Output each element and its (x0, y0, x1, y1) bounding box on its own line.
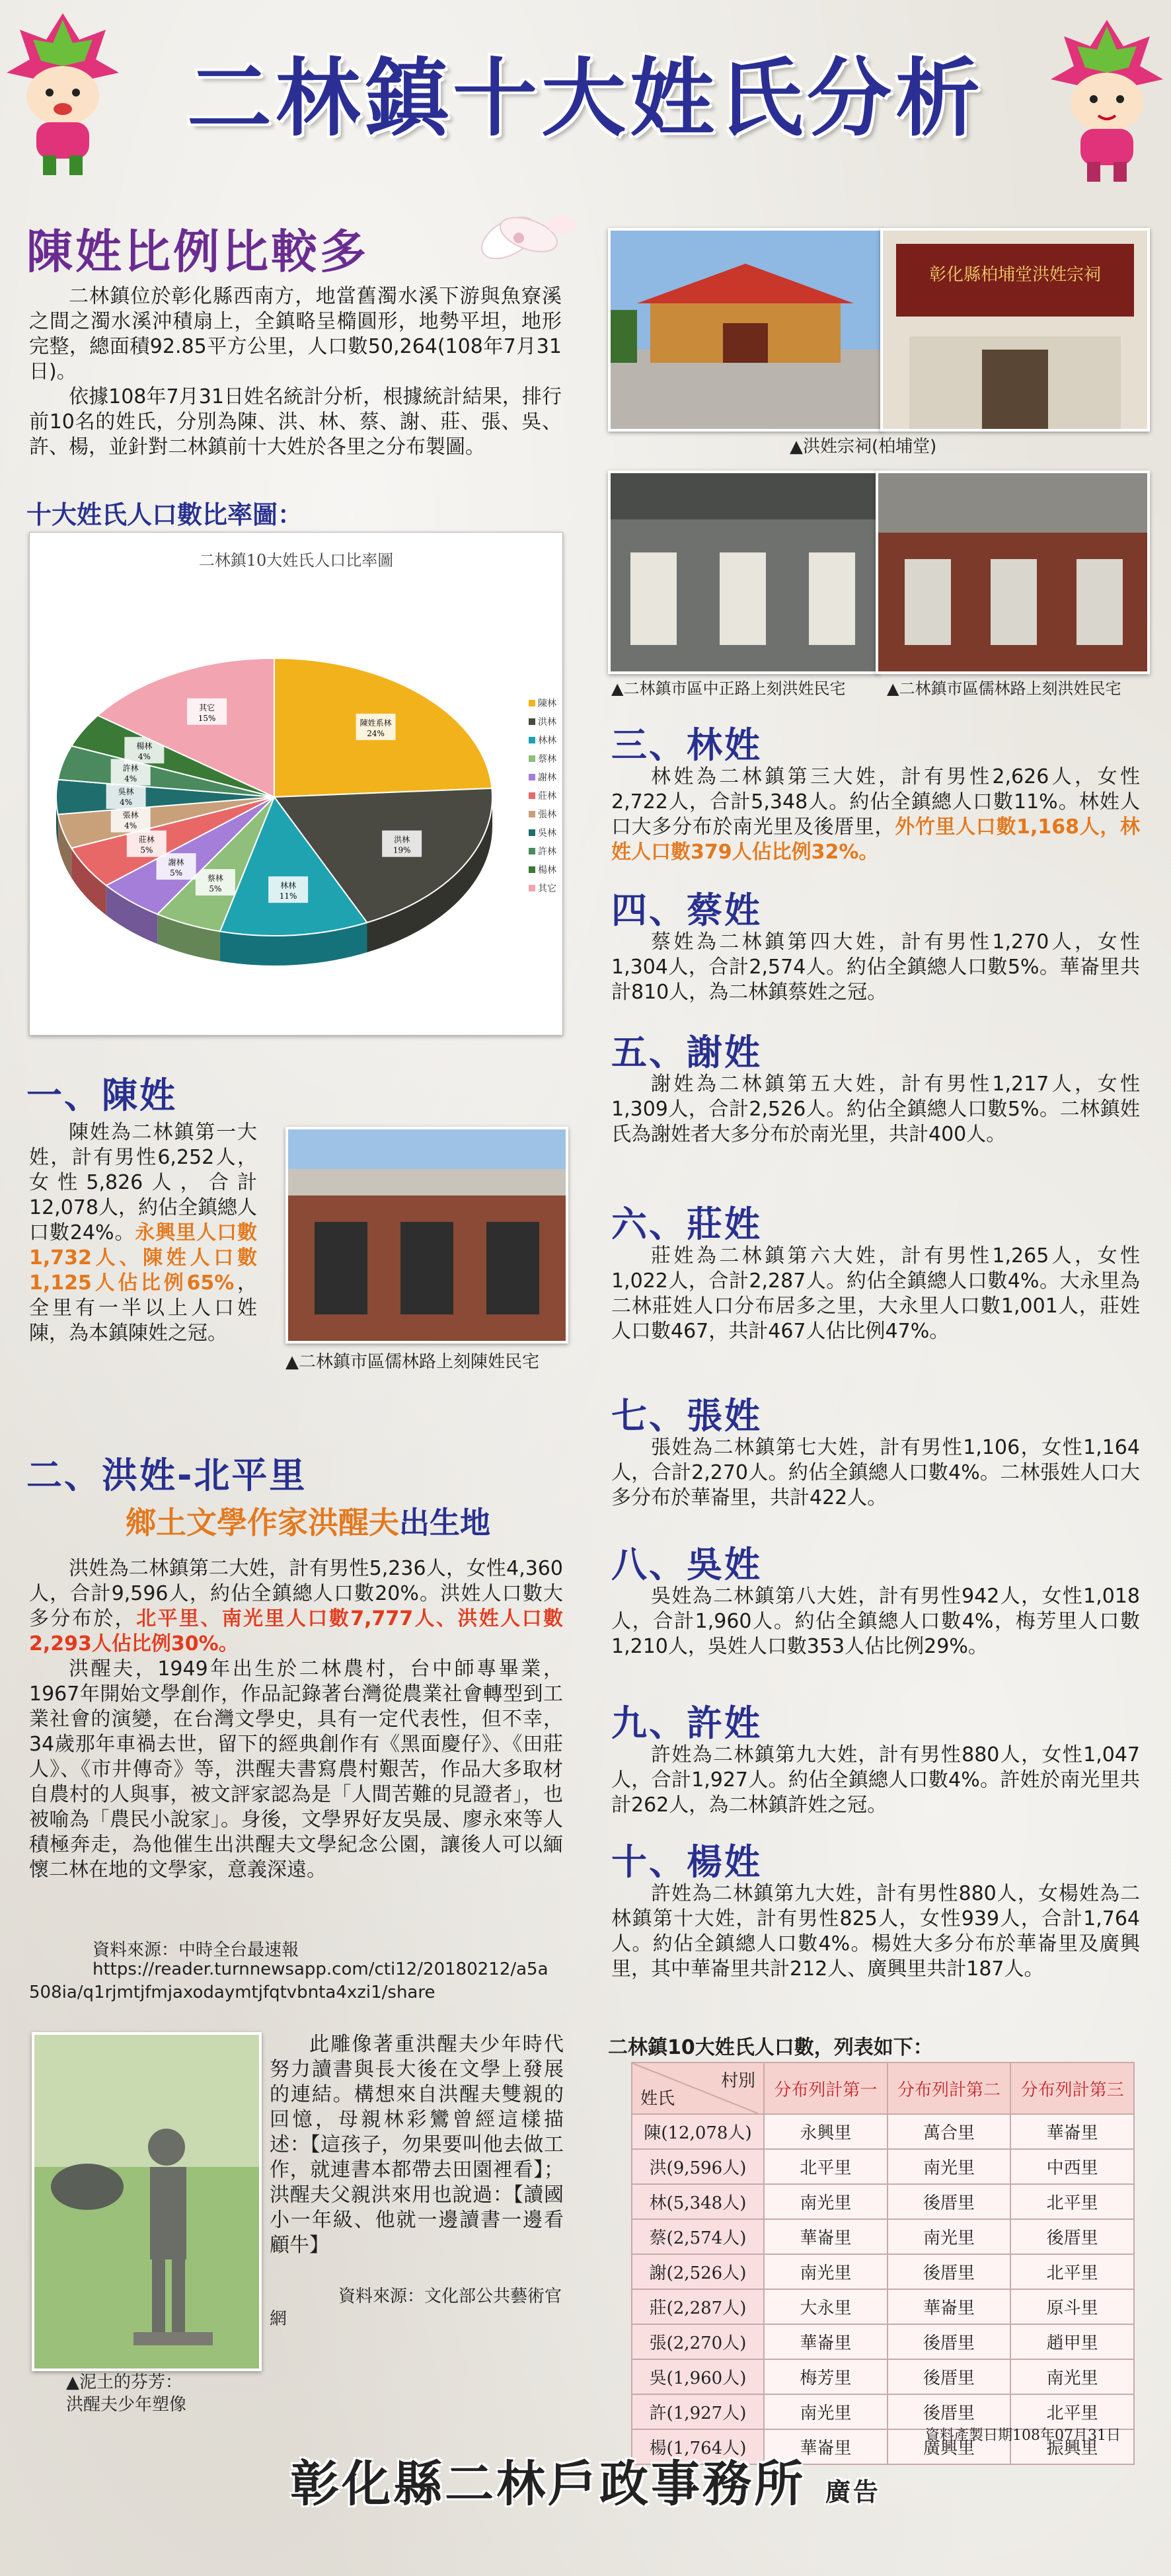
hong-temple-caption: ▲洪姓宗祠(柏埔堂) (790, 437, 937, 457)
surname-section-body: 林姓為二林鎮第三大姓，計有男性2,626人，女性2,722人，合計5,348人。約佔全鎮總人口數11%。林姓人口大多分布於南光里及後厝里， (611, 765, 1140, 839)
table-row (632, 2289, 1134, 2324)
surname-section-text (611, 1881, 1140, 1982)
legend-swatch (529, 737, 535, 743)
village-cell: 後厝里 (888, 2359, 1011, 2394)
pie-label-name: 洪林 (394, 835, 410, 845)
chen-text (29, 1120, 257, 1346)
pie-label-name: 許林 (122, 763, 139, 773)
table-row (632, 2324, 1134, 2359)
surname-count-cell: 許(1,927人) (632, 2394, 764, 2429)
surname-count-cell: 莊(2,287人) (632, 2289, 764, 2324)
pie-data-label (196, 869, 235, 895)
table-row (632, 2254, 1134, 2289)
legend-label: 張林 (538, 810, 556, 820)
surname-section-heading: 六、莊姓 (611, 1203, 762, 1245)
legend-swatch (529, 700, 535, 706)
village-cell: 北平里 (1010, 2254, 1134, 2289)
village-cell: 北平里 (764, 2149, 888, 2184)
pie-label-percent: 11% (279, 891, 297, 901)
table-header: 分布列計第一 (764, 2063, 888, 2114)
village-cell: 後厝里 (888, 2324, 1011, 2359)
surname-count-cell: 林(5,348人) (632, 2184, 764, 2219)
legend-item (529, 695, 556, 713)
hong-ancestral-hall-photo (880, 228, 1150, 432)
hong-subheading-suffix: 出生地 (399, 1505, 490, 1540)
legend-swatch (529, 792, 535, 799)
village-cell: 萬合里 (888, 2114, 1011, 2149)
pie-data-label (268, 876, 308, 903)
legend-item (529, 861, 556, 880)
surname-section-highlight: 外竹里人口數1,168人，林姓人口數379人佔比例32%。 (611, 815, 1140, 864)
surname-section-body: 莊姓為二林鎮第六大姓，計有男性1,265人，女性1,022人，合計2,287人。約佔全鎮總人口數4%。大永里為二林莊姓人口分布居多之里，大永里人口數1,001人，莊姓人口數467，共計467人佔比例47%。 (611, 1244, 1140, 1343)
village-cell: 後厝里 (888, 2254, 1011, 2289)
legend-label: 楊林 (538, 865, 556, 876)
corner-bottom-label: 姓氏 (640, 2089, 675, 2109)
intro-paragraph: 依據108年7月31日姓名統計分析，根據統計結果，排行前10名的姓氏，分別為陳、洪、林、蔡、謝、莊、張、吳、許、楊，並針對二林鎮前十大姓於各里之分布製圖。 (29, 385, 562, 459)
pie-label-name: 蔡林 (207, 874, 223, 884)
hong-body: 洪姓為二林鎮第二大姓，計有男性5,236人，女性4,360人，合計9,596人，約佔全鎮總人口數20%。洪姓人口數大多分布於， (29, 1557, 563, 1630)
table-row (632, 2149, 1134, 2184)
village-cell: 北平里 (1010, 2394, 1134, 2429)
pie-label-name: 林林 (280, 881, 297, 891)
pie-label-percent: 19% (393, 845, 411, 855)
village-cell: 南光里 (764, 2184, 888, 2219)
surname-section-text (611, 1072, 1140, 1147)
pie-label-name: 其它 (199, 702, 215, 712)
village-cell: 華崙里 (764, 2429, 888, 2464)
village-cell: 後厝里 (1010, 2219, 1134, 2254)
intro-paragraph: 二林鎮位於彰化縣西南方，地當舊濁水溪下游與魚寮溪之間之濁水溪沖積扇上，全鎮略呈橢圓形，地勢平坦，地形完整，總面積92.85平方公里，人口數50,264(108年7月31日)。 (29, 285, 562, 383)
legend-label: 許林 (538, 847, 556, 857)
village-cell: 華崙里 (764, 2324, 888, 2359)
surname-count-cell: 陳(12,078人) (632, 2114, 764, 2149)
chart-label: 十大姓氏人口數比率圖： (26, 500, 303, 529)
chart-title: 二林鎮10大姓氏人口比率圖 (198, 551, 394, 570)
dragonfruit-mascot-right-icon (1051, 20, 1163, 185)
pie-label-name: 莊林 (138, 835, 155, 845)
pie-data-label (157, 853, 196, 880)
village-cell: 大永里 (764, 2289, 888, 2324)
surname-section-body: 蔡姓為二林鎮第四大姓，計有男性1,270人，女性1,304人，合計2,574人。約佔全鎮總人口數5%。華崙里共計810人，為二林鎮蔡姓之冠。 (611, 930, 1140, 1004)
surname-section-body: 許姓為二林鎮第九大姓，計有男性880人，女性1,047人，合計1,927人。約佔全鎮總人口數4%。許姓於南光里共計262人，為二林鎮許姓之冠。 (611, 1743, 1140, 1817)
surname-section-body: 吳姓為二林鎮第八大姓，計有男性942人，女性1,018人，合計1,960人。約佔全鎮總人口數4%，梅芳里人口數1,210人，吳姓人口數353人佔比例29%。 (611, 1585, 1140, 1658)
hong-highlight: 北平里、南光里人口數7,777人、洪姓人口數2,293人佔比例30%。 (29, 1607, 563, 1655)
pie-label-percent: 4% (124, 821, 137, 831)
legend-swatch (529, 848, 535, 854)
hall-sign-text: 彰化縣柏埔堂洪姓宗祠 (928, 265, 1102, 285)
village-cell: 華崙里 (1010, 2114, 1134, 2149)
hong-text (29, 1556, 563, 1883)
statue-caption: ▲泥土的芬芳： 洪醒夫少年塑像 (66, 2372, 187, 2415)
corner-top-label: 村別 (720, 2071, 755, 2091)
legend-label: 吳林 (538, 828, 556, 839)
village-cell: 後厝里 (888, 2184, 1011, 2219)
pie-data-label (382, 831, 422, 857)
footer (0, 2445, 1171, 2531)
village-cell: 趙甲里 (1010, 2324, 1134, 2359)
surname-section-heading: 八、吳姓 (611, 1544, 762, 1585)
hong-source-label: 資料來源：中時全台最速報 (93, 1940, 299, 1960)
village-cell: 華崙里 (764, 2219, 888, 2254)
chen-body: 陳姓為二林鎮第一大姓，計有男性6,252人，女性5,826人，合計12,078人，約佔全鎮總人口數24%。 (29, 1121, 257, 1244)
pie-label-percent: 5% (170, 868, 183, 878)
table-row (632, 2114, 1134, 2149)
village-cell: 南光里 (888, 2219, 1011, 2254)
hong-house-left-caption: ▲二林鎮市區中正路上刻洪姓民宅 (611, 679, 846, 698)
surname-count-cell: 吳(1,960人) (632, 2359, 764, 2394)
chen-heading: 一、陳姓 (26, 1075, 177, 1116)
pie-data-label (187, 699, 227, 725)
surname-section-heading: 四、蔡姓 (611, 890, 762, 931)
hong-house-rulin-photo (876, 471, 1150, 674)
surname-count-cell: 洪(9,596人) (632, 2149, 764, 2184)
surname-section-body: 謝姓為二林鎮第五大姓，計有男性1,217人，女性1,309人，合計2,526人。約佔全鎮總人口數5%。二林鎮姓氏為謝姓者大多分布於南光里，共計400人。 (611, 1073, 1140, 1146)
legend-swatch (529, 829, 535, 836)
pie-chart-panel (29, 532, 563, 1036)
pie-label-name: 張林 (122, 810, 139, 820)
legend-label: 其它 (538, 884, 556, 894)
table-note: 資料產製日期108年07月31日 (925, 2427, 1121, 2444)
pie-label-name: 吳林 (118, 787, 134, 796)
legend-label: 謝林 (538, 773, 556, 783)
table-title: 二林鎮10大姓氏人口數，列表如下： (608, 2036, 933, 2059)
pie-label-percent: 5% (140, 845, 153, 855)
hong-subheading (126, 1499, 490, 1542)
hong-house-right-caption: ▲二林鎮市區儒林路上刻洪姓民宅 (887, 679, 1121, 698)
surname-section-heading: 三、林姓 (611, 724, 762, 766)
village-cell: 南光里 (764, 2394, 888, 2429)
table-header-row (632, 2063, 1134, 2114)
table-body (632, 2114, 1134, 2464)
village-cell: 中西里 (1010, 2149, 1134, 2184)
pie-label-percent: 24% (367, 728, 385, 738)
pie-label-percent: 4% (124, 774, 137, 784)
legend-item (529, 732, 556, 750)
hong-house-zhongzheng-photo (608, 471, 879, 674)
footer-tag: 廣告 (825, 2478, 881, 2507)
legend-swatch (529, 885, 535, 891)
page-title: 二林鎮十大姓氏分析 (186, 50, 984, 148)
legend-item (529, 880, 556, 898)
statue-text (270, 2032, 564, 2258)
surname-section-text (611, 765, 1140, 865)
village-cell: 南光里 (1010, 2359, 1134, 2394)
dragonfruit-mascot-left-icon (7, 13, 119, 178)
surname-count-cell: 楊(1,764人) (632, 2429, 764, 2464)
village-cell: 永興里 (764, 2114, 888, 2149)
chen-highlight: 永興里人口數1,732人、陳姓人口數1,125人佔比例65% (29, 1221, 257, 1295)
legend-label: 林林 (538, 736, 556, 746)
legend-swatch (529, 774, 535, 780)
pie-label-percent: 5% (209, 884, 222, 894)
surname-section-heading: 九、許姓 (611, 1702, 762, 1744)
legend-swatch (529, 755, 535, 762)
legend-label: 洪林 (538, 717, 556, 728)
village-cell: 南光里 (888, 2149, 1011, 2184)
surname-section-text (611, 1584, 1140, 1659)
surname-distribution-table (631, 2062, 1135, 2465)
legend-label: 莊林 (538, 791, 556, 802)
pie-label-percent: 15% (198, 713, 216, 723)
legend-swatch (529, 811, 535, 817)
pie-label-percent: 4% (137, 752, 151, 762)
village-cell: 南光里 (764, 2254, 888, 2289)
village-cell: 廣興里 (888, 2429, 1011, 2464)
surname-section-heading: 十、楊姓 (611, 1841, 762, 1883)
village-cell: 原斗里 (1010, 2289, 1134, 2324)
pie-data-label (127, 831, 167, 857)
village-cell: 後厝里 (888, 2394, 1011, 2429)
hong-heading: 二、洪姓-北平里 (26, 1455, 307, 1496)
village-cell: 華崙里 (888, 2289, 1011, 2324)
surname-section-text (611, 1743, 1140, 1818)
legend-swatch (529, 718, 535, 725)
pie-label-name: 楊林 (136, 741, 153, 751)
pie-data-label (356, 714, 396, 740)
chen-house-caption: ▲二林鎮市區儒林路上刻陳姓民宅 (285, 1352, 539, 1372)
pie-label-percent: 4% (120, 798, 133, 807)
table-row (632, 2219, 1134, 2254)
hong-author-bio: 洪醒夫，1949年出生於二林農村，台中師專畢業，1967年開始文學創作，作品記錄著台灣從農業社會轉型到工業社會的演變，在台灣文學史，具有一定代表性，但不幸，34歲那年車禍去世，留下的經典創作有《黑面慶仔》、《田莊人》、《市井傳奇》等，洪醒夫書寫農村艱苦，作品大多取材自農村的人與事，被文評家認為是「人間苦難的見證者」，也被喻為「農民小說家」。身後，文學界好友吳晟、廖永來等人積極奔走，為他催生出洪醒夫文學紀念公園，讓後人可以緬懷二林在地的文學家，意義深遠。 (29, 1657, 563, 1881)
chen-body-end: ，全里有一半以上人口姓陳，為本鎮陳姓之冠。 (29, 1271, 257, 1345)
surname-section-body: 張姓為二林鎮第七大姓，計有男性1,106，女性1,164人，合計2,270人。約佔全鎮總人口數4%。二林張姓人口大多分布於華崙里，共計422人。 (611, 1436, 1140, 1509)
legend-label: 陳林 (538, 699, 556, 709)
surname-section-text (611, 1244, 1140, 1344)
legend-item (529, 750, 556, 769)
table-header: 分布列計第二 (888, 2063, 1011, 2114)
table-corner-cell (632, 2063, 764, 2114)
hong-source-url-1[interactable]: https://reader.turnnewsapp.com/cti12/20180212/a5a (93, 1959, 548, 1979)
table-row (632, 2184, 1134, 2219)
footer-org: 彰化縣二林戶政事務所 (290, 2456, 806, 2513)
magnolia-flower-icon (456, 198, 588, 284)
chart-legend (529, 695, 556, 898)
legend-item (529, 806, 556, 824)
legend-item (529, 843, 556, 861)
hong-temple-photo (608, 228, 883, 432)
hong-subheading-author: 鄉土文學作家洪醒夫 (126, 1505, 399, 1540)
surname-section-text (611, 930, 1140, 1005)
village-cell: 北平里 (1010, 2184, 1134, 2219)
legend-item (529, 713, 556, 732)
table-header: 分布列計第三 (1010, 2063, 1134, 2114)
surname-section-text (611, 1435, 1140, 1511)
statue-description: 此雕像著重洪醒夫少年時代努力讀書與長大後在文學上發展的連結。構想來自洪醒夫雙親的回憶，母親林彩鸞曾經這樣描述：【這孩子，勿果要叫他去做工作，就連書本都帶去田園裡看】；洪醒夫父親洪來用也說過：【讀國小一年級、他就一邊讀書一邊看顧牛】 (270, 2033, 564, 2257)
village-cell: 梅芳里 (764, 2359, 888, 2394)
legend-swatch (529, 866, 535, 873)
surname-count-cell: 謝(2,526人) (632, 2254, 764, 2289)
statue-photo (32, 2032, 262, 2371)
surname-count-cell: 張(2,270人) (632, 2324, 764, 2359)
pie-label-name: 謝林 (168, 858, 184, 868)
surname-section-heading: 七、張姓 (611, 1395, 762, 1437)
table-row (632, 2359, 1134, 2394)
intro-heading: 陳姓比例比較多 (26, 225, 369, 279)
village-cell: 振興里 (1010, 2429, 1134, 2464)
pie-chart (30, 533, 562, 1035)
pie-label-name: 陳姓系林 (359, 718, 392, 728)
statue-source: 資料來源：文化部公共藝術官網 (270, 2287, 562, 2329)
surname-section-heading: 五、謝姓 (611, 1032, 762, 1073)
hong-source-url-2[interactable]: 508ia/q1rjmtjfmjaxodaymtjfqtvbnta4xzi1/share (29, 1983, 435, 2002)
legend-label: 蔡林 (538, 754, 556, 765)
legend-item (529, 824, 556, 843)
surname-count-cell: 蔡(2,574人) (632, 2219, 764, 2254)
legend-item (529, 787, 556, 806)
intro-text (29, 284, 562, 460)
legend-item (529, 769, 556, 787)
chen-house-photo (285, 1127, 568, 1344)
surname-section-body: 許姓為二林鎮第九大姓，計有男性880人，女楊姓為二林鎮第十大姓，計有男性825人，女性939人，合計1,764人。約佔全鎮總人口數4%。楊姓大多分布於華崙里及廣興里，其中華崙里共計212人、廣興里共計187人。 (611, 1882, 1140, 1981)
